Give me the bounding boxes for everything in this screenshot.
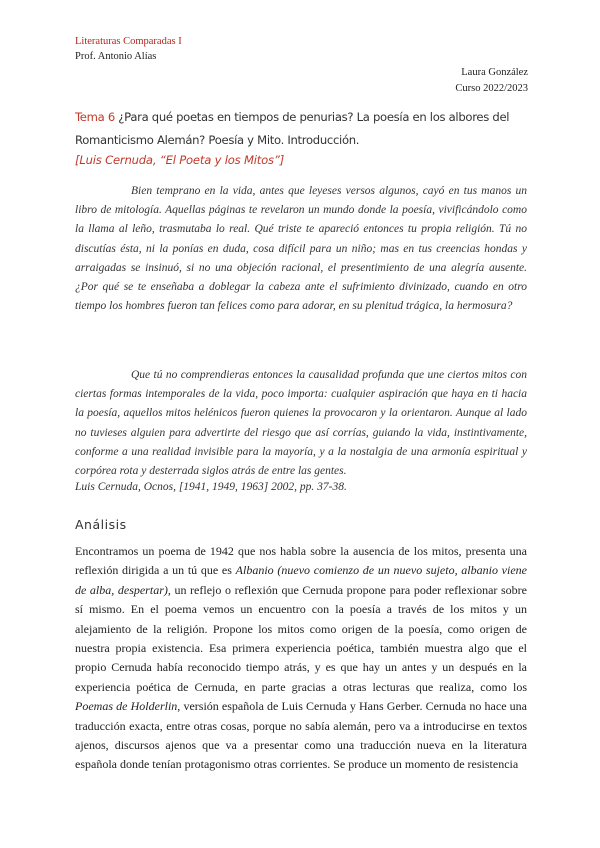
academic-year: Curso 2022/2023 (455, 83, 528, 94)
analysis-italic-2: Poemas de Holderlin (75, 699, 178, 714)
professor-name: Prof. Antonio Alías (75, 51, 157, 62)
analysis-text-1: Encontramos un poema de 1942 que nos habla sobre la ausencia de los mitos, presenta una reflexión dirigida a un tú que es (75, 544, 527, 578)
document-title (75, 106, 530, 152)
quote-citation: Luis Cernuda, Ocnos, [1941, 1949, 1963] 2002, pp. 37-38. (75, 481, 347, 493)
analysis-heading: Análisis (75, 517, 127, 532)
document-subtitle: [Luis Cernuda, “El Poeta y los Mitos”] (75, 153, 285, 167)
quote-paragraph-2: Que tú no comprendieras entonces la causalidad profunda que une ciertos mitos con ciertas formas intemporales de la vida, poco importa: cualquier aspiración que haya en ti hacia la poesía, aquellos mitos helénicos fueron quienes la provocaron y la orientaron. Aunque al lado no tuvieses alguien para advertirte del riesgo que así corrías, guiando la vida, instintivamente, conforme a una realidad invisible para la mayoría, y a la nostalgia de una armonía espiritual y corpórea rota y desterrada siglos atrás de entre las gentes. (75, 369, 527, 478)
analysis-text-3: , versión española de Luis Cernuda y Hans Gerber. Cernuda no hace una traducción exacta, entre otras cosas, porque no sabía alemán, pero va a introducirse en textos ajenos, discursos ajenos que va a presentar como una traducción nueva en la literatura española donde tenían protagonismo otras corrientes. Se produce un momento de resistencia (75, 699, 528, 772)
author-name: Laura González (461, 67, 528, 78)
analysis-italic-1: Albanio (nuevo comienzo de un nuevo sujeto, albanio viene de alba, despertar) (75, 563, 527, 597)
analysis-text-2: , un reflejo o reflexión que Cernuda propone para poder reflexionar sobre sí mismo. En el poema vemos un encuentro con la poesía a través de los mitos y un alejamiento de la religión. Propone los mitos como origen de la poesía, como origen de nuestra propia existencia. Esa primera experiencia poética, también muestra algo que el propio Cernuda había reconocido tiempo atrás, y es que hay un antes y un después en la experiencia poética de Cernuda, en parte gracias a otras lecturas que realiza, como los (75, 582, 527, 694)
quote-paragraph-1: Bien temprano en la vida, antes que leyeses versos algunos, cayó en tus manos un libro de mitología. Aquellas páginas te revelaron un mundo donde la poesía, vivificándolo como la llama al leño, trasmutaba lo real. Qué triste te apareció entonces tu propia religión. Tú no discutías ésta, ni la ponías en duda, cosa difícil para un niño; mas en tus creencias hondas y arraigadas se insinuó, si no una objeción racional, el presentimiento de una alegría ausente. ¿Por qué se te enseñaba a doblegar la cabeza ante el sufrimiento divinizado, cuando en otro tiempo los hombres fueron tan felices como para adorar, en su plenitud trágica, la hermosura? (75, 185, 527, 313)
title-text: ¿Para qué poetas en tiempos de penurias? La poesía en los albores del Romanticismo Alemán? Poesía y Mito. Introducción. (75, 110, 510, 147)
topic-number: Tema 6 (75, 110, 115, 124)
course-name: Literaturas Comparadas I (75, 36, 182, 47)
analysis-paragraph (75, 542, 527, 775)
